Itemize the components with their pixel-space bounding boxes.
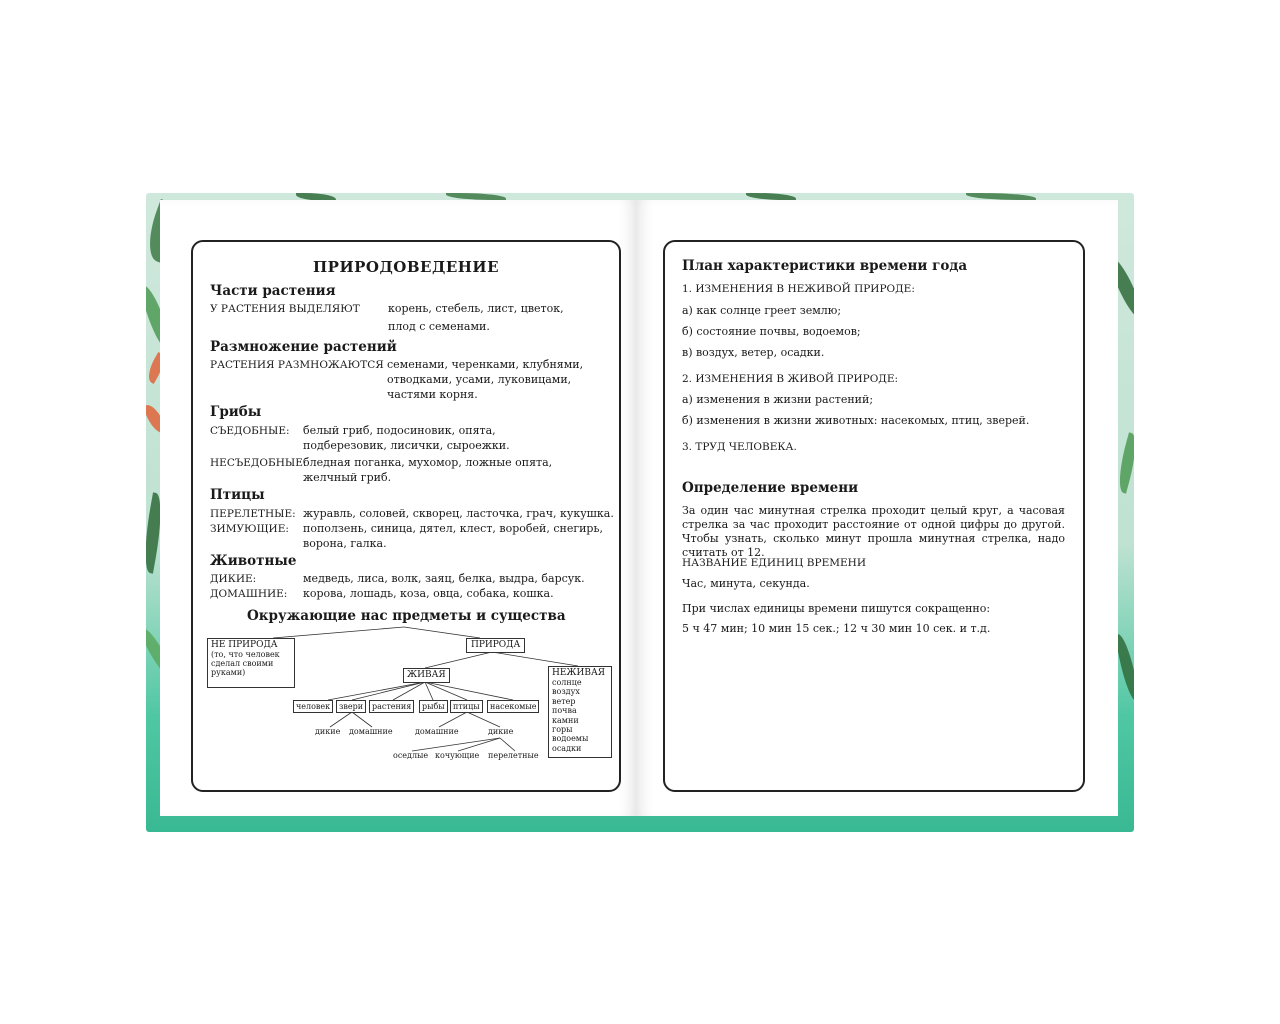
beasts-wild: дикие — [315, 727, 341, 736]
time-units-title: НАЗВАНИЕ ЕДИНИЦ ВРЕМЕНИ — [682, 557, 866, 569]
not-nature-note: (то, что человек сделал своими руками) — [211, 650, 280, 677]
plan-item-1c: в) воздух, ветер, осадки. — [682, 346, 825, 359]
wintering-text-2: ворона, галка. — [303, 537, 387, 550]
reproduction-text-2: отводками, усами, луковицами, — [387, 373, 572, 386]
plan-section-2: 2. ИЗМЕНЕНИЯ В ЖИВОЙ ПРИРОДЕ: — [682, 373, 899, 385]
parts-text-1: корень, стебель, лист, цветок, — [388, 302, 564, 315]
wild-label: ДИКИЕ: — [210, 573, 257, 585]
time-heading: Определение времени — [682, 480, 859, 496]
living-item-beasts: звери — [336, 700, 366, 713]
living-item-human: человек — [293, 700, 333, 713]
living-item-insects: насекомые — [487, 700, 539, 713]
birds-heading: Птицы — [210, 487, 265, 503]
birds-wild: дикие — [488, 727, 514, 736]
nonliving-box — [548, 666, 612, 758]
time-paragraph: За один час минутная стрелка проходит целый круг, а часовая стрелка за час проходит расстояние от одной цифры до другой. Чтобы узнать, сколько минут прошла минутная стрелка, надо считать от 12. — [682, 504, 1065, 559]
living-item-plants: растения — [369, 700, 414, 713]
wild-birds-sedentary: оседлые — [393, 751, 429, 760]
wintering-text-1: поползень, синица, дятел, клест, воробей, снегирь, — [303, 522, 603, 535]
living-item-fish: рыбы — [419, 700, 448, 713]
reproduction-text-3: частями корня. — [387, 388, 478, 401]
living-item-birds: птицы — [450, 700, 483, 713]
nature-box: ПРИРОДА — [466, 638, 525, 653]
plan-item-1b: б) состояние почвы, водоемов; — [682, 325, 861, 338]
mushrooms-heading: Грибы — [210, 404, 262, 420]
wild-birds-migratory: перелетные — [488, 751, 539, 760]
plan-section-3: 3. ТРУД ЧЕЛОВЕКА. — [682, 441, 797, 453]
parts-text-2: плод с семенами. — [388, 320, 490, 333]
domestic-label: ДОМАШНИЕ: — [210, 588, 288, 600]
time-examples: 5 ч 47 мин; 10 мин 15 сек.; 12 ч 30 мин 10 сек. и т.д. — [682, 622, 991, 635]
reproduction-text-1: семенами, черенками, клубнями, — [387, 358, 584, 371]
plan-item-2a: а) изменения в жизни растений; — [682, 393, 874, 406]
edible-text-1: белый гриб, подосиновик, опята, — [303, 424, 496, 437]
inedible-label: НЕСЪЕДОБНЫЕ: — [210, 457, 307, 469]
edible-label: СЪЕДОБНЫЕ: — [210, 425, 290, 437]
page-title: ПРИРОДОВЕДЕНИЕ — [313, 258, 500, 276]
nonliving-list: солнце воздух ветер почва камни горы водоемы осадки — [552, 678, 589, 753]
nonliving-label: НЕЖИВАЯ — [552, 668, 606, 678]
reproduction-label: РАСТЕНИЯ РАЗМНОЖАЮТСЯ — [210, 359, 384, 371]
time-abbr-note: При числах единицы времени пишутся сокращенно: — [682, 602, 991, 615]
animals-heading: Животные — [210, 553, 297, 569]
wild-birds-nomadic: кочующие — [435, 751, 480, 760]
migratory-label: ПЕРЕЛЕТНЫЕ: — [210, 508, 296, 520]
not-nature-box — [207, 638, 295, 688]
migratory-text: журавль, соловей, скворец, ласточка, грач, кукушка. — [303, 507, 614, 520]
plan-heading: План характеристики времени года — [682, 258, 968, 274]
domestic-text: корова, лошадь, коза, овца, собака, кошка. — [303, 587, 554, 600]
wintering-label: ЗИМУЮЩИЕ: — [210, 523, 289, 535]
plan-item-2b: б) изменения в жизни животных: насекомых, птиц, зверей. — [682, 414, 1030, 427]
beasts-domestic: домашние — [349, 727, 393, 736]
living-box: ЖИВАЯ — [403, 668, 450, 683]
plan-section-1: 1. ИЗМЕНЕНИЯ В НЕЖИВОЙ ПРИРОДЕ: — [682, 283, 915, 295]
parts-label: У РАСТЕНИЯ ВЫДЕЛЯЮТ — [210, 303, 360, 315]
plan-item-1a: а) как солнце греет землю; — [682, 304, 842, 317]
reproduction-heading: Размножение растений — [210, 339, 397, 355]
wild-text: медведь, лиса, волк, заяц, белка, выдра, барсук. — [303, 572, 585, 585]
diagram-heading: Окружающие нас предметы и существа — [247, 608, 566, 624]
inedible-text-1: бледная поганка, мухомор, ложные опята, — [303, 456, 553, 469]
not-nature-label: НЕ ПРИРОДА — [211, 640, 278, 650]
edible-text-2: подберезовик, лисички, сыроежки. — [303, 439, 510, 452]
parts-heading: Части растения — [210, 283, 336, 299]
inedible-text-2: желчный гриб. — [303, 471, 392, 484]
time-units: Час, минута, секунда. — [682, 577, 810, 590]
birds-domestic: домашние — [415, 727, 459, 736]
